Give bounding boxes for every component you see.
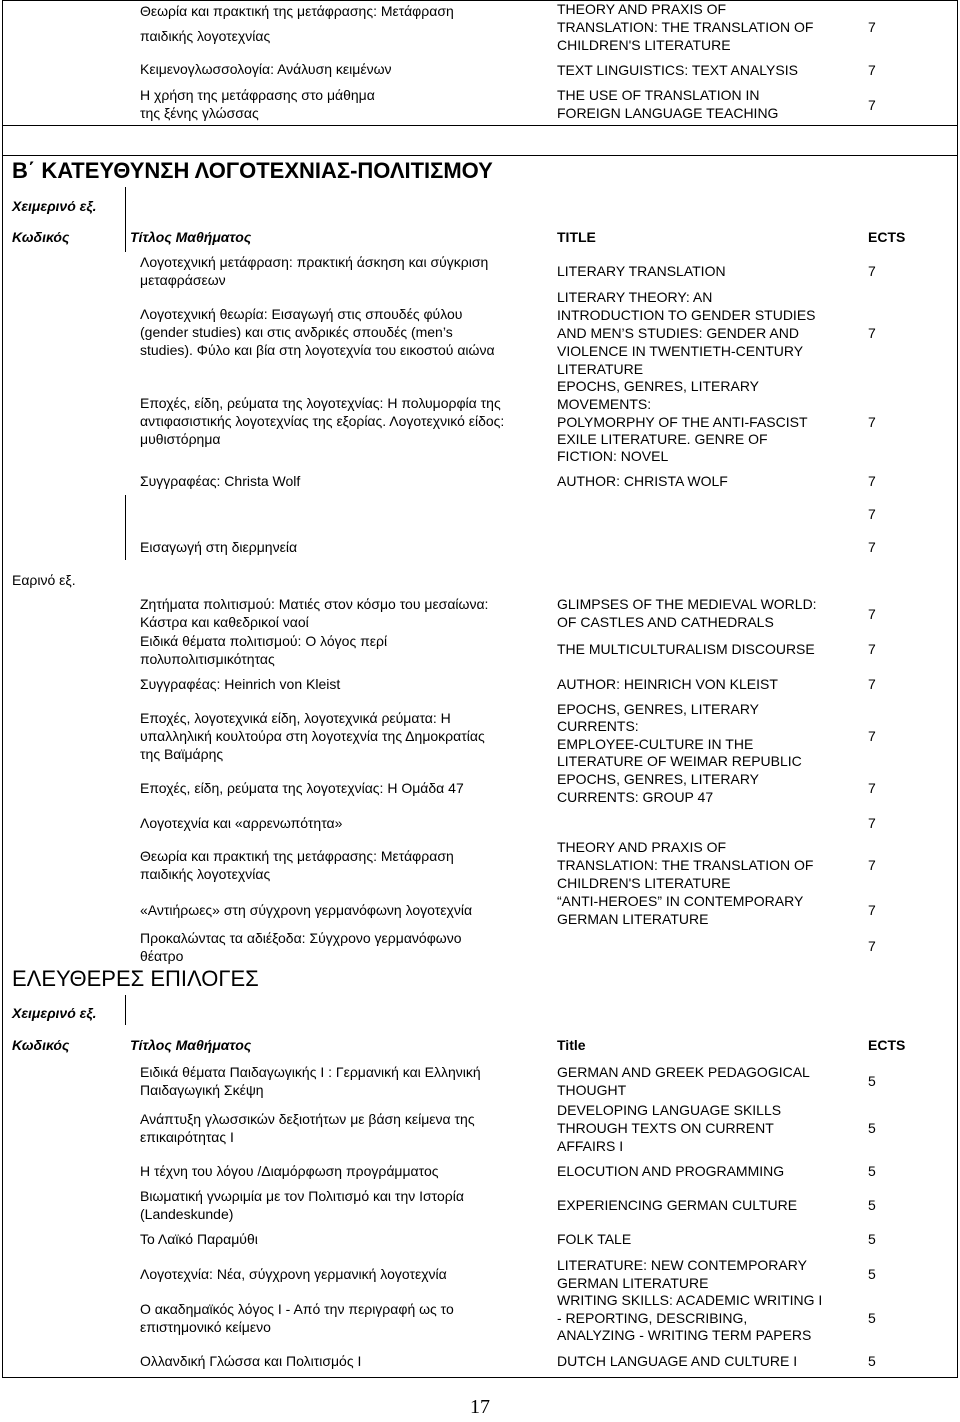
course-title-gr: Ανάπτυξη γλωσσικών δεξιοτήτων με βάση κείμενα της	[140, 1111, 475, 1127]
course-title-en: TRANSLATION: THE TRANSLATION OF	[557, 19, 814, 35]
course-title-gr: studies). Φύλο και βία στη λογοτεχνία του εικοστού αιώνα	[140, 342, 495, 358]
course-title-en: LITERATURE: NEW CONTEMPORARY	[557, 1257, 807, 1273]
course-title-en: EMPLOYEE-CULTURE IN THE	[557, 736, 754, 752]
course-ects: 7	[868, 780, 876, 796]
course-ects: 7	[868, 606, 876, 622]
course-title-gr: Θεωρία και πρακτική της μετάφρασης: Μετάφραση	[140, 848, 454, 864]
semester-label: Εαρινό εξ.	[12, 572, 76, 588]
course-title-en: GERMAN LITERATURE	[557, 911, 709, 927]
course-title-gr: Συγγραφέας: Heinrich von Kleist	[140, 676, 341, 692]
course-title-en: EXILE LITERATURE. GENRE OF	[557, 431, 768, 447]
course-ects: 7	[868, 19, 876, 35]
course-title-gr: Θεωρία και πρακτική της μετάφρασης: Μετάφραση	[140, 3, 454, 19]
course-title-gr: θέατρο	[140, 948, 184, 964]
header-title-en: TITLE	[557, 229, 596, 245]
course-title-gr: μεταφράσεων	[140, 272, 226, 288]
semester-label: Χειμερινό εξ.	[12, 1005, 97, 1021]
course-title-gr: Ολλανδική Γλώσσα και Πολιτισμός Ι	[140, 1353, 362, 1369]
course-ects: 5	[868, 1163, 876, 1179]
course-ects: 7	[868, 641, 876, 657]
header-title-en: Title	[557, 1037, 586, 1053]
course-title-gr: Η χρήση της μετάφρασης στο μάθημα	[140, 87, 375, 103]
course-ects: 7	[868, 815, 876, 831]
course-ects: 5	[868, 1073, 876, 1089]
course-title-en: MOVEMENTS:	[557, 396, 652, 412]
course-ects: 7	[868, 506, 876, 522]
course-title-gr: παιδικής λογοτεχνίας	[140, 866, 271, 882]
course-title-en: THEORY AND PRAXIS OF	[557, 1, 727, 17]
course-ects: 7	[868, 62, 876, 78]
course-title-en: FICTION: NOVEL	[557, 448, 669, 464]
course-title-en: LITERATURE	[557, 361, 644, 377]
course-title-en: THEORY AND PRAXIS OF	[557, 839, 727, 855]
course-title-gr: Εποχές, είδη, ρεύματα της λογοτεχνίας: Η πολυμορφία της	[140, 395, 501, 411]
course-title-en: EPOCHS, GENRES, LITERARY	[557, 701, 760, 717]
course-title-gr: Εποχές, λογοτεχνικά είδη, λογοτεχνικά ρεύματα: Η	[140, 710, 451, 726]
course-title-gr: «Αντιήρωες» στη σύγχρονη γερμανόφωνη λογοτεχνία	[140, 902, 473, 918]
course-title-gr: Προκαλώντας τα αδιέξοδα: Σύγχρονο γερμανόφωνο	[140, 930, 462, 946]
course-ects: 5	[868, 1120, 876, 1136]
course-ects: 7	[868, 414, 876, 430]
course-title-en: INTRODUCTION TO GENDER STUDIES	[557, 307, 816, 323]
course-title-en: FOLK TALE	[557, 1231, 632, 1247]
course-title-gr: (Landeskunde)	[140, 1206, 234, 1222]
course-title-en: TEXT LINGUISTICS: TEXT ANALYSIS	[557, 62, 798, 78]
course-ects: 7	[868, 676, 876, 692]
table-right-border	[957, 0, 958, 1378]
course-title-en: POLYMORPHY OF THE ANTI-FASCIST	[557, 414, 808, 430]
course-title-gr: Λογοτεχνική θεωρία: Εισαγωγή στις σπουδές φύλου	[140, 306, 463, 322]
course-ects: 5	[868, 1266, 876, 1282]
header-title: Τίτλος Μαθήματος	[130, 229, 252, 245]
course-ects: 7	[868, 263, 876, 279]
course-title-gr: μυθιστόρημα	[140, 431, 221, 447]
course-title-gr: παιδικής λογοτεχνίας	[140, 28, 271, 44]
course-title-en: EPOCHS, GENRES, LITERARY	[557, 771, 760, 787]
course-ects: 7	[868, 325, 876, 341]
course-ects: 5	[868, 1197, 876, 1213]
course-ects: 7	[868, 857, 876, 873]
course-title-en: CURRENTS: GROUP 47	[557, 789, 714, 805]
course-ects: 7	[868, 902, 876, 918]
course-title-en: TRANSLATION: THE TRANSLATION OF	[557, 857, 814, 873]
course-ects: 7	[868, 97, 876, 113]
course-title-gr: Κάστρα και καθεδρικοί ναοί	[140, 614, 309, 630]
course-title-en: GERMAN AND GREEK PEDAGOGICAL	[557, 1064, 810, 1080]
course-title-en: DEVELOPING LANGUAGE SKILLS	[557, 1102, 782, 1118]
course-title-gr: Λογοτεχνική μετάφραση: πρακτική άσκηση και σύγκριση	[140, 254, 489, 270]
course-title-gr: πολυπολιτισμικότητας	[140, 651, 275, 667]
course-title-gr: Το Λαϊκό Παραμύθι	[140, 1231, 258, 1247]
course-title-en: LITERARY THEORY: AN	[557, 289, 713, 305]
course-title-gr: επιστημονικό κείμενο	[140, 1319, 271, 1335]
course-title-gr: Ειδικά θέματα Παιδαγωγικής Ι : Γερμανική και Ελληνική	[140, 1064, 481, 1080]
course-title-en: - REPORTING, DESCRIBING,	[557, 1310, 748, 1326]
course-title-en: LITERATURE OF WEIMAR REPUBLIC	[557, 753, 802, 769]
course-title-en: FOREIGN LANGUAGE TEACHING	[557, 105, 779, 121]
row-divider	[2, 155, 958, 156]
course-title-en: CURRENTS:	[557, 718, 639, 734]
course-title-gr: της Βαϊμάρης	[140, 746, 224, 762]
table-bottom-border	[2, 1377, 958, 1378]
course-ects: 7	[868, 728, 876, 744]
header-code: Κωδικός	[12, 229, 70, 245]
course-title-en: AFFAIRS I	[557, 1138, 624, 1154]
course-title-en: AND MEN’S STUDIES: GENDER AND	[557, 325, 799, 341]
course-title-en: AUTHOR: CHRISTA WOLF	[557, 473, 728, 489]
semester-label: Χειμερινό εξ.	[12, 198, 97, 214]
course-title-gr: Εποχές, είδη, ρεύματα της λογοτεχνίας: Η Ομάδα 47	[140, 780, 464, 796]
course-title-en: VIOLENCE IN TWENTIETH-CENTURY	[557, 343, 804, 359]
course-ects: 7	[868, 473, 876, 489]
column-divider	[125, 995, 126, 1025]
section-heading: Β΄ ΚΑΤΕΥΘΥΝΣΗ ΛΟΓΟΤΕΧΝΙΑΣ-ΠΟΛΙΤΙΣΜΟΥ	[12, 158, 493, 183]
course-title-en: DUTCH LANGUAGE AND CULTURE I	[557, 1353, 798, 1369]
course-title-gr: Λογοτεχνία και «αρρενωπότητα»	[140, 815, 343, 831]
course-title-en: CHILDREN'S LITERATURE	[557, 37, 731, 53]
course-title-en: ANALYZING - WRITING TERM PAPERS	[557, 1327, 812, 1343]
course-title-gr: Ειδικά θέματα πολιτισμού: Ο λόγος περί	[140, 633, 388, 649]
course-title-en: “ANTI-HEROES” IN CONTEMPORARY	[557, 893, 804, 909]
table-top-border	[2, 0, 958, 1]
course-ects: 7	[868, 938, 876, 954]
course-title-en: GERMAN LITERATURE	[557, 1275, 709, 1291]
course-title-en: THOUGHT	[557, 1082, 627, 1098]
course-title-gr: Η τέχνη του λόγου /Διαμόρφωση προγράμματος	[140, 1163, 439, 1179]
course-title-en: OF CASTLES AND CATHEDRALS	[557, 614, 774, 630]
column-divider	[125, 187, 126, 252]
page-number: 17	[470, 1396, 490, 1418]
course-ects: 5	[868, 1353, 876, 1369]
course-title-gr: Εισαγωγή στη διερμηνεία	[140, 539, 298, 555]
course-title-gr: της ξένης γλώσσας	[140, 105, 259, 121]
course-title-en: WRITING SKILLS: ACADEMIC WRITING I	[557, 1292, 823, 1308]
course-title-gr: Κειμενογλωσσολογία: Ανάλυση κειμένων	[140, 61, 392, 77]
course-title-en: AUTHOR: HEINRICH VON KLEIST	[557, 676, 778, 692]
column-divider	[125, 495, 126, 560]
course-title-gr: Ζητήματα πολιτισμού: Ματιές στον κόσμο του μεσαίωνα:	[140, 596, 489, 612]
course-ects: 5	[868, 1310, 876, 1326]
course-title-en: ELOCUTION AND PROGRAMMING	[557, 1163, 785, 1179]
course-title-en: EPOCHS, GENRES, LITERARY	[557, 378, 760, 394]
course-title-en: THE MULTICULTURALISM DISCOURSE	[557, 641, 815, 657]
header-ects: ECTS	[868, 229, 906, 245]
course-title-gr: Παιδαγωγική Σκέψη	[140, 1082, 264, 1098]
row-divider	[2, 125, 958, 126]
course-ects: 7	[868, 539, 876, 555]
course-title-gr: (gender studies) και στις ανδρικές σπουδές (men’s	[140, 324, 453, 340]
course-title-gr: Συγγραφέας: Christa Wolf	[140, 473, 301, 489]
course-title-gr: Βιωματική γνωριμία με τον Πολιτισμό και την Ιστορία	[140, 1188, 464, 1204]
section-heading: ΕΛΕΥΘΕΡΕΣ ΕΠΙΛΟΓΕΣ	[12, 966, 259, 991]
header-ects: ECTS	[868, 1037, 906, 1053]
course-ects: 5	[868, 1231, 876, 1247]
course-title-en: EXPERIENCING GERMAN CULTURE	[557, 1197, 798, 1213]
course-title-gr: επικαιρότητας Ι	[140, 1129, 234, 1145]
course-title-gr: Ο ακαδημαϊκός λόγος Ι - Από την περιγραφή ως το	[140, 1301, 454, 1317]
course-title-en: CHILDREN'S LITERATURE	[557, 875, 731, 891]
header-title: Τίτλος Μαθήματος	[130, 1037, 252, 1053]
course-title-en: THROUGH TEXTS ON CURRENT	[557, 1120, 774, 1136]
course-title-en: GLIMPSES OF THE MEDIEVAL WORLD:	[557, 596, 817, 612]
header-code: Κωδικός	[12, 1037, 70, 1053]
course-title-en: LITERARY TRANSLATION	[557, 263, 726, 279]
course-title-gr: Λογοτεχνία: Νέα, σύγχρονη γερμανική λογοτεχνία	[140, 1266, 447, 1282]
course-title-gr: υπαλληλική κουλτούρα στη λογοτεχνία της Δημοκρατίας	[140, 728, 485, 744]
table-left-border	[2, 0, 3, 1378]
course-title-gr: αντιφασιστικής λογοτεχνίας της εξορίας. Λογοτεχνικό είδος:	[140, 413, 505, 429]
course-title-en: THE USE OF TRANSLATION IN	[557, 87, 760, 103]
